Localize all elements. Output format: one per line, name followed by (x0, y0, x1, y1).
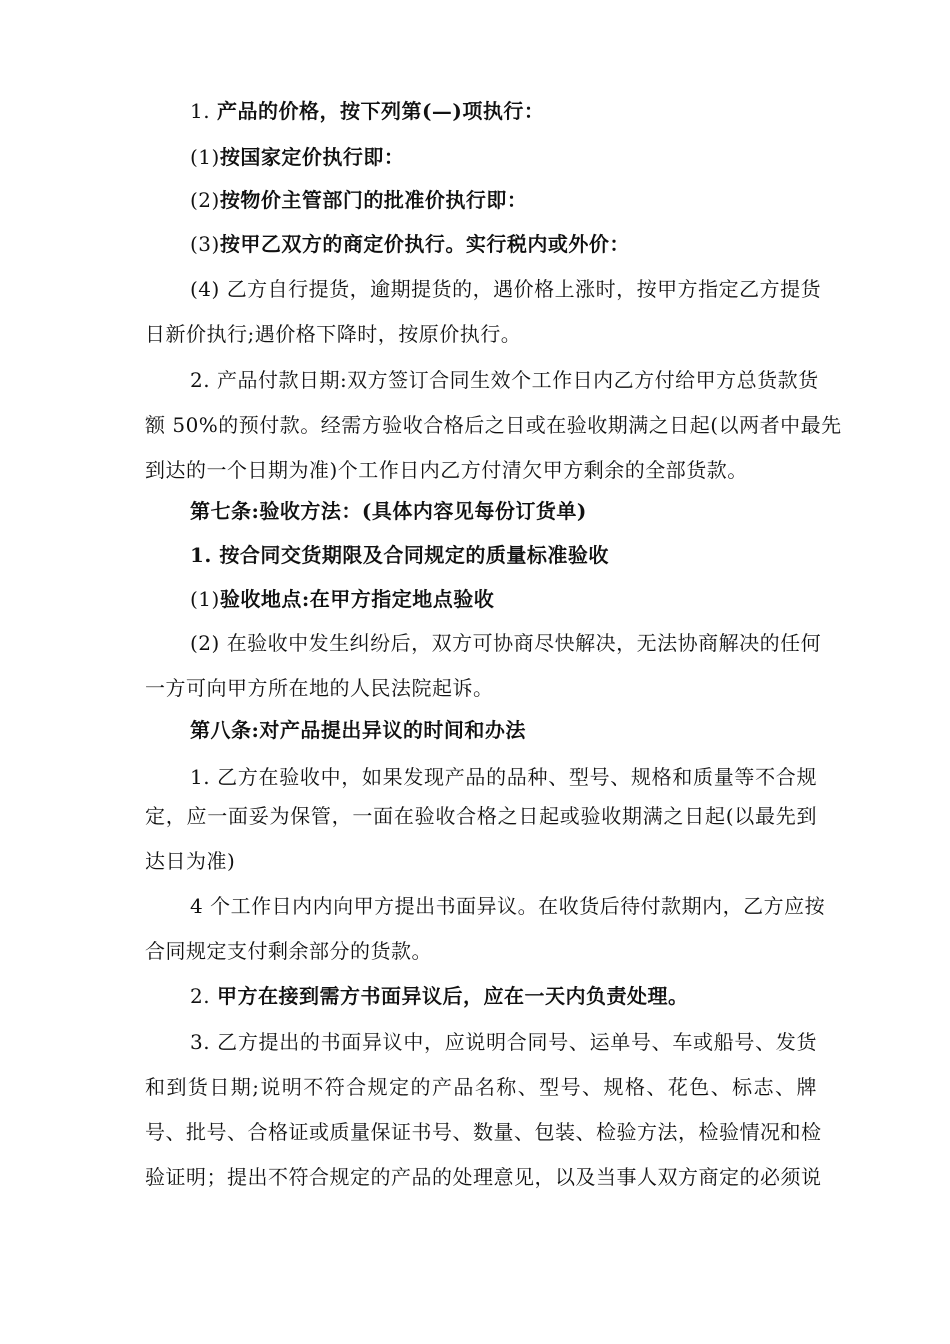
objection-1-line-2: 定，应一面妥为保管，一面在验收合格之日起或验收期满之日起(以最先到 (145, 804, 817, 828)
objection-3-line-4: 验证明；提出不符合规定的产品的处理意见，以及当事人双方商定的必须说 (145, 1165, 822, 1189)
objection-period-line-1: 4 个工作日内内向甲方提出书面异议。在收货后待付款期内，乙方应按 (190, 894, 826, 918)
price-option-1: (1)按国家定价执行即： (190, 145, 405, 169)
price-option-4-line-2: 日新价执行;遇价格下降时，按原价执行。 (145, 322, 522, 346)
objection-1-line-1: 1. 乙方在验收中，如果发现产品的品种、型号、规格和质量等不合规 (190, 765, 817, 789)
price-option-2: (2)按物价主管部门的批准价执行即： (190, 188, 528, 212)
dispute-line-1: (2) 在验收中发生纠纷后，双方可协商尽快解决，无法协商解决的任何 (190, 631, 822, 655)
objection-period-line-2: 合同规定支付剩余部分的货款。 (145, 939, 432, 963)
price-option-3: (3)按甲乙双方的商定价执行。实行税内或外价： (190, 232, 630, 256)
inspection-standard: 1. 按合同交货期限及合同规定的质量标准验收 (190, 543, 609, 567)
payment-date-line-2: 额 50%的预付款。经需方验收合格后之日或在验收期满之日起(以两者中最先 (145, 413, 842, 437)
dispute-line-2: 一方可向甲方所在地的人民法院起诉。 (145, 676, 494, 700)
price-clause-heading: 1. 产品的价格，按下列第(—)项执行： (190, 99, 545, 123)
objection-3-line-1: 3. 乙方提出的书面异议中，应说明合同号、运单号、车或船号、发货 (190, 1030, 817, 1054)
payment-date-line-3: 到达的一个日期为准)个工作日内乙方付清欠甲方剩余的全部货款。 (145, 458, 748, 482)
objection-2: 2. 甲方在接到需方书面异议后，应在一天内负责处理。 (190, 984, 689, 1008)
price-option-4-line-1: (4) 乙方自行提货，逾期提货的，遇价格上涨时，按甲方指定乙方提货 (190, 277, 822, 301)
payment-date-line-1: 2. 产品付款日期:双方签订合同生效个工作日内乙方付给甲方总货款货 (190, 368, 819, 392)
inspection-location: (1)验收地点:在甲方指定地点验收 (190, 587, 495, 611)
article-8-heading: 第八条:对产品提出异议的时间和办法 (190, 718, 526, 742)
objection-3-line-2: 和到货日期;说明不符合规定的产品名称、型号、规格、花色、标志、牌 (145, 1075, 817, 1099)
article-7-heading: 第七条:验收方法：(具体内容见每份订货单) (190, 499, 587, 523)
objection-1-line-3: 达日为准) (145, 849, 236, 873)
objection-3-line-3: 号、批号、合格证或质量保证书号、数量、包装、检验方法，检验情况和检 (145, 1120, 822, 1144)
